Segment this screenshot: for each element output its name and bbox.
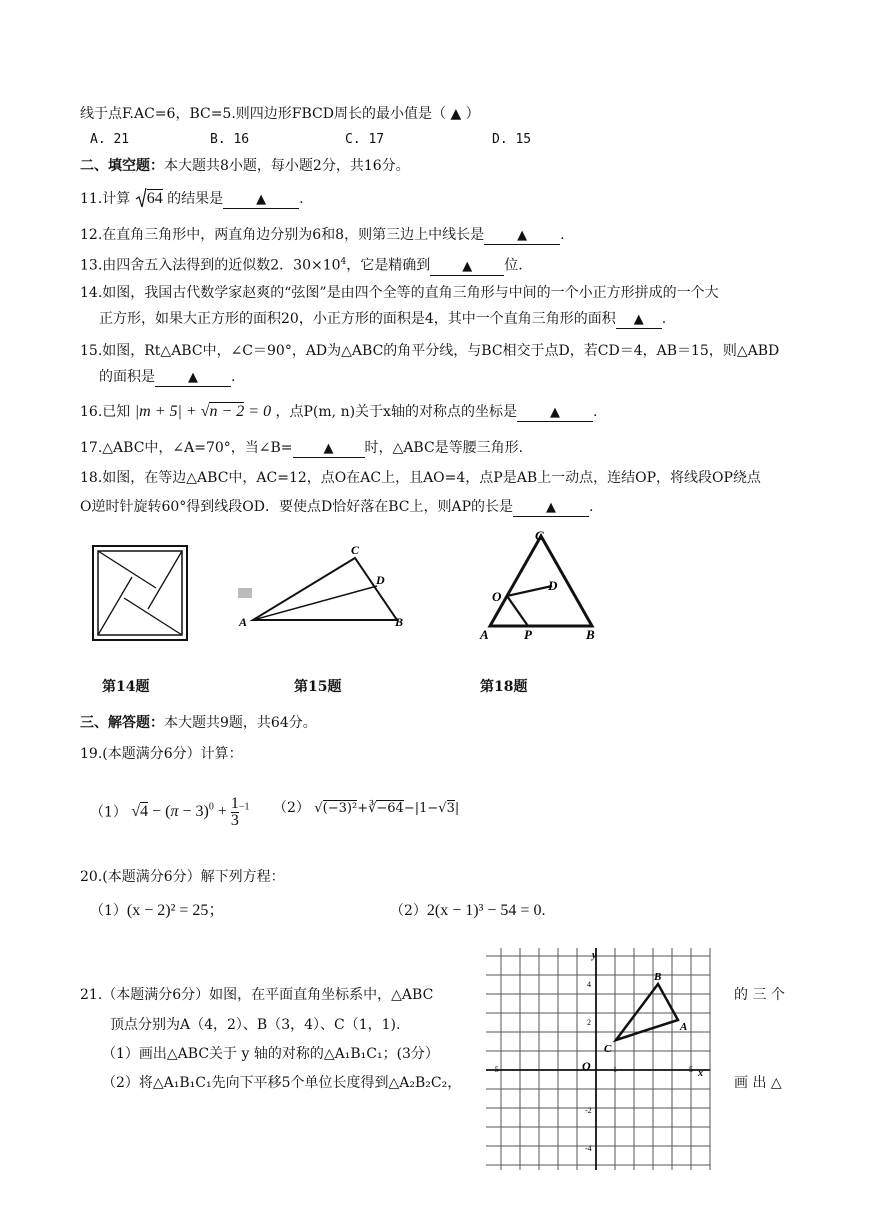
- q21-line3: （1）画出△ABC关于 y 轴的对称的△A₁B₁C₁；(3分）: [102, 1046, 439, 1062]
- radical-sign-icon: [135, 187, 147, 209]
- q20-part2-label: （2）: [390, 903, 427, 919]
- point-b-label: B: [654, 971, 662, 983]
- q20-eq2: 2(x − 1)³ − 54 = 0.: [426, 902, 546, 919]
- section3-title: 三、解答题：: [80, 715, 164, 731]
- origin-label: O: [582, 1059, 591, 1073]
- q21-line4-right: 画 出 △: [734, 1075, 782, 1091]
- figure-18-label-o: O: [492, 589, 502, 604]
- q19-expr2: √(−3)²+∛−64−|1−√3|: [314, 801, 460, 816]
- q17-pre: 17.△ABC中，∠A=70°，当∠B=: [80, 440, 293, 456]
- section3-desc: 本大题共9题，共64分。: [164, 715, 317, 731]
- coordinate-grid: [486, 948, 712, 1170]
- tick-x-1: 1: [613, 1065, 617, 1074]
- q11-sqrt: [135, 189, 163, 209]
- q19-part2: [273, 793, 459, 824]
- tick-x-minus5: -5: [492, 1065, 499, 1074]
- y-axis-label: y: [592, 950, 597, 961]
- tick-y-minus2: -2: [585, 1106, 592, 1115]
- q10-option-c: C. 17: [345, 132, 385, 147]
- q21-line2: 顶点分别为A（4，2）、B（3，4）、C（1，1).: [110, 1017, 401, 1033]
- section3-heading: [80, 713, 317, 733]
- q19-part2-label: （2）: [273, 800, 310, 816]
- q10-option-d: D. 15: [492, 132, 532, 147]
- q17-post: 时，△ABC是等腰三角形.: [364, 440, 524, 456]
- q14-line1: 14.如图，我国古代数学家赵爽的“弦图”是由四个全等的直角三角形与中间的一个小正方形拼成的一个大: [80, 285, 719, 301]
- q18-line2-text: O逆时针旋转60°得到线段OD．要使点D恰好落在BC上，则AP的长是: [80, 499, 514, 515]
- point-c-label: C: [604, 1043, 612, 1055]
- q20-part1-label: （1）: [90, 903, 127, 919]
- q19-part1: [90, 793, 250, 829]
- caption-q15: 第15题: [294, 679, 342, 695]
- q20-eq1: (x − 2)² = 25；: [126, 902, 225, 919]
- q13-mid: ，它是精确到: [346, 257, 431, 274]
- q13-blank[interactable]: ▲: [430, 259, 504, 276]
- q11-radicand: 64: [146, 190, 163, 207]
- tick-y-2: 2: [587, 1018, 591, 1027]
- figure-14-chord-diagram: [90, 543, 190, 643]
- q13-exp: 4: [340, 257, 347, 267]
- figure-15-label-c: C: [351, 543, 360, 557]
- figure-15-label-b: B: [395, 615, 404, 629]
- q10-option-b: B. 16: [210, 132, 250, 147]
- q11-blank[interactable]: ▲: [223, 192, 299, 209]
- q21-line1: 21.（本题满分6分）如图，在平面直角坐标系中，△ABC: [80, 987, 434, 1003]
- q12-text: 12.在直角三角形中，两直角边分别为6和8，则第三边上中线长是: [80, 227, 485, 243]
- q20-head: 20.(本题满分6分）解下列方程：: [80, 869, 285, 885]
- q16: 16.已知 |m + 5| + √n − 2 = 0 ，点P(m, n)关于x轴的对称点的坐标是 ▲ .: [80, 403, 598, 420]
- q18-line2: O逆时针旋转60°得到线段OD．要使点D恰好落在BC上，则AP的长是 ▲ .: [80, 499, 594, 515]
- q15-line2-text: 的面积是: [99, 369, 155, 385]
- figure-15-triangle: [235, 538, 415, 638]
- q10-option-a: A. 21: [90, 132, 130, 147]
- q16-blank[interactable]: ▲: [517, 405, 593, 422]
- figure-18-label-b: B: [586, 627, 595, 642]
- q13-pre: 13.由四舍五入法得到的近似数2．30×10: [80, 257, 341, 274]
- q16-formula: |m + 5| + √n − 2 = 0: [134, 403, 272, 420]
- figure-15-label-a: A: [239, 615, 248, 629]
- q13: [80, 252, 523, 276]
- q13-post: 位.: [504, 257, 523, 274]
- q19-head: 19.(本题满分6分）计算：: [80, 746, 243, 762]
- tick-y-4: 4: [587, 980, 591, 989]
- q21-line1-right: 的 三 个: [734, 987, 785, 1003]
- q15-line1: 15.如图，Rt△ABC中，∠C＝90°，AD为△ABC的角平分线，与BC相交于点D，若CD＝4，AB＝15，则△ABD: [80, 343, 780, 359]
- q18-line1: 18.如图，在等边△ABC中，AC=12，点O在AC上，且AO=4，点P是AB上一动点，连结OP，将线段OP绕点: [80, 470, 761, 486]
- figure-18-label-p: P: [524, 627, 532, 642]
- figure-18-triangle: [474, 526, 614, 644]
- q15-line2: 的面积是 ▲ .: [99, 369, 236, 385]
- q11: 11.计算 64 的结果是 ▲ .: [80, 189, 304, 209]
- figure-18-label-d: D: [548, 578, 558, 593]
- q20-part2: [390, 901, 545, 921]
- q14-line2-text: 正方形，如果大正方形的面积20，小正方形的面积是4，其中一个直角三角形的面积: [99, 311, 616, 327]
- q16-pre: 16.已知: [80, 404, 131, 420]
- section2-title: 二、填空题：: [80, 158, 164, 174]
- tick-x-5: 5: [689, 1065, 693, 1074]
- x-axis-label: x: [698, 1068, 703, 1079]
- q20-part1: [90, 901, 224, 921]
- q21-line4: （2）将△A₁B₁C₁先向下平移5个单位长度得到△A₂B₂C₂，: [102, 1075, 462, 1091]
- figure-18-label-c: C: [535, 528, 544, 543]
- section2-heading: [80, 156, 410, 176]
- q10-tail: 线于点F.AC=6，BC=5.则四边形FBCD周长的最小值是（ ▲ ）: [80, 106, 480, 122]
- q12: 12.在直角三角形中，两直角边分别为6和8，则第三边上中线长是 ▲ .: [80, 227, 565, 243]
- q19-part1-label: （1）: [90, 804, 127, 821]
- q14-line2: 正方形，如果大正方形的面积20，小正方形的面积是4，其中一个直角三角形的面积 ▲ .: [99, 311, 667, 327]
- caption-q14: 第14题: [102, 679, 150, 695]
- section2-desc: 本大题共8小题，每小题2分，共16分。: [164, 158, 410, 174]
- q19-expr1: $√4 - (\pi - 3)^0$ + $\frac{1}{3}$ $^{-1}$: [131, 795, 250, 830]
- q17-blank[interactable]: ▲: [293, 441, 365, 458]
- caption-q18: 第18题: [480, 679, 528, 695]
- q16-post: ，点P(m, n)关于x轴的对称点的坐标是: [275, 404, 517, 420]
- tick-y-minus4: -4: [585, 1144, 592, 1153]
- grid-lines: [486, 948, 710, 1170]
- q14-blank[interactable]: ▲: [616, 312, 662, 329]
- figure-15-scan-mark: [238, 588, 252, 598]
- point-a-label: A: [680, 1021, 688, 1033]
- q11-post: 的结果是: [167, 191, 224, 207]
- q11-pre: 11.计算: [80, 191, 131, 207]
- figure-15-label-d: D: [376, 573, 385, 587]
- figure-18-label-a: A: [480, 627, 489, 642]
- q17: [80, 438, 523, 458]
- q12-blank[interactable]: ▲: [484, 228, 560, 245]
- q15-blank[interactable]: ▲: [155, 370, 231, 387]
- q18-blank[interactable]: ▲: [513, 500, 589, 517]
